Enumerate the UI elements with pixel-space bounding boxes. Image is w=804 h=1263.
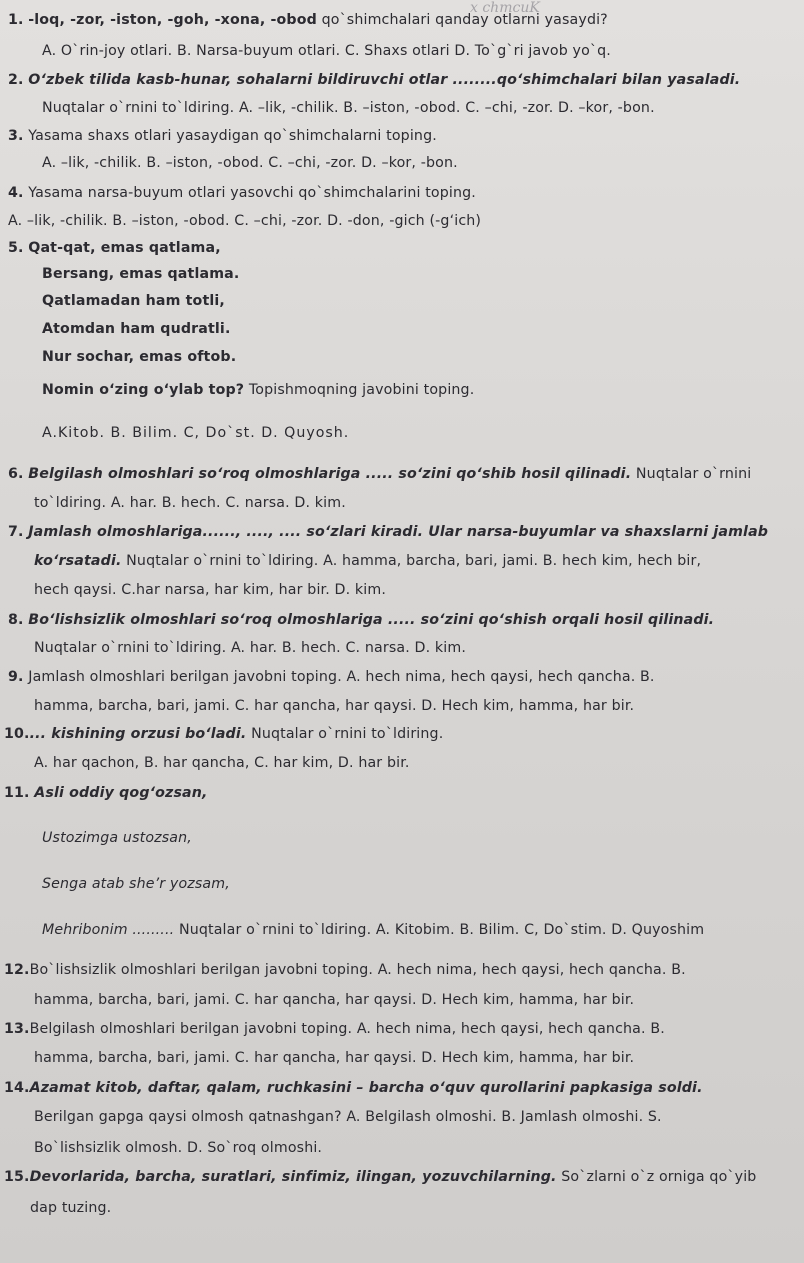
question-text: Belgilash olmoshlari berilgan javobni toping. A. hech nima, hech qaysi, hech qancha. B.: [29, 1021, 665, 1037]
question-3: [8, 128, 437, 144]
question-4-options: A. –lik, -chilik. B. –iston, -obod. C. –chi, -zor. D. -don, -gich (-g‘ich): [8, 213, 482, 229]
question-options: Nuqtalar o`rnini to`ldiring. A. hamma, barcha, bari, jami. B. hech kim, hech bir,: [121, 553, 702, 569]
question-14-line-2: Berilgan gapga qaysi olmosh qatnashgan? A. Belgilash olmoshi. B. Jamlash olmoshi. S.: [34, 1109, 662, 1125]
question-number: 5.: [8, 240, 24, 256]
poem-blank: Mehribonim .........: [42, 922, 175, 938]
poem-line-4: [42, 922, 704, 938]
question-text: O‘zbek tilida kasb-hunar, sohalarni bildiruvchi otlar ........qo‘shimchalari bilan yasaladi.: [28, 72, 741, 88]
riddle-line-5: Nur sochar, emas oftob.: [42, 349, 237, 365]
question-1: [8, 12, 608, 28]
question-text: Azamat kitob, daftar, qalam, ruchkasini – barcha o‘quv qurollarini papkasiga soldi.: [29, 1080, 703, 1096]
question-text: Jamlash olmoshlariga......, ...., .... so‘zlari kiradi. Ular narsa-buyumlar va shaxslarni jamlab: [28, 524, 769, 540]
question-text: qo`shimchalari qanday otlarni yasaydi?: [316, 12, 608, 28]
question-number: 10.: [4, 726, 30, 742]
question-12: [4, 962, 686, 978]
question-5-options: A.Kitob. B. Bilim. C, Do`st. D. Quyosh.: [42, 425, 350, 441]
question-number: 14.: [4, 1080, 30, 1096]
question-4: [8, 185, 476, 201]
question-7: [8, 524, 768, 540]
question-15: [4, 1169, 756, 1185]
question-2: [8, 72, 740, 88]
question-7-line-3: hech qaysi. C.har narsa, har kim, har bir. D. kim.: [34, 582, 387, 598]
question-number: 11.: [4, 785, 30, 801]
riddle-line-2: Bersang, emas qatlama.: [42, 266, 240, 282]
question-number: 12.: [4, 962, 30, 978]
riddle-line-3: Qatlamadan ham totli,: [42, 293, 225, 309]
question-7-line-2: [34, 553, 701, 569]
question-instruction: So`zlarni o`z orniga qo`yib: [556, 1169, 757, 1185]
question-instruction: Nuqtalar o`rnini to`ldiring.: [246, 726, 444, 742]
question-number: 13.: [4, 1021, 30, 1037]
riddle-question: Nomin o‘zing o‘ylab top?: [42, 382, 245, 398]
question-12-line-2: hamma, barcha, bari, jami. C. har qancha, har qaysi. D. Hech kim, hamma, har bir.: [34, 992, 635, 1008]
question-6: [8, 466, 751, 482]
question-text: Yasama shaxs otlari yasaydigan qo`shimchalarni toping.: [28, 128, 437, 144]
question-number: 2.: [8, 72, 24, 88]
question-2-options: Nuqtalar o`rnini to`ldiring. A. –lik, -chilik. B. –iston, -obod. C. –chi, -zor. D. –kor, -bon.: [42, 100, 655, 116]
question-text: Devorlarida, barcha, suratlari, sinfimiz, ilingan, yozuvchilarning.: [29, 1169, 557, 1185]
poem-line-2: Ustozimga ustozsan,: [42, 830, 192, 846]
question-suffixes: -loq, -zor, -iston, -goh, -xona, -obod: [28, 12, 317, 28]
question-number: 9.: [8, 669, 24, 685]
question-1-options: A. O`rin-joy otlari. B. Narsa-buyum otlari. C. Shaxs otlari D. To`g`ri javob yo`q.: [42, 43, 611, 59]
question-text-end: ko‘rsatadi.: [34, 553, 122, 569]
question-instruction: Nuqtalar o`rnini: [631, 466, 752, 482]
question-14-line-3: Bo`lishsizlik olmosh. D. So`roq olmoshi.: [34, 1140, 323, 1156]
question-number: 6.: [8, 466, 24, 482]
question-text: Yasama narsa-buyum otlari yasovchi qo`shimchalarini toping.: [28, 185, 476, 201]
question-number: 1.: [8, 12, 24, 28]
riddle-instruction: Topishmoqning javobini toping.: [244, 382, 475, 398]
question-15-line-2: dap tuzing.: [30, 1200, 112, 1216]
question-text: Belgilash olmoshlari so‘roq olmoshlariga ..... so‘zini qo‘shib hosil qilinadi.: [28, 466, 632, 482]
question-10-options: A. har qachon, B. har qancha, C. har kim, D. har bir.: [34, 755, 410, 771]
question-number: 15.: [4, 1169, 30, 1185]
question-9: [8, 669, 655, 685]
question-number: 7.: [8, 524, 24, 540]
question-10: [4, 726, 443, 742]
poem-line-3: Senga atab she’r yozsam,: [42, 876, 230, 892]
handwritten-scribble: x chmcuK: [470, 0, 540, 16]
riddle-line-1: Qat-qat, emas qatlama,: [28, 240, 221, 256]
question-3-options: A. –lik, -chilik. B. –iston, -obod. C. –chi, -zor. D. –kor, -bon.: [42, 155, 458, 171]
question-text: Bo`lishsizlik olmoshlari berilgan javobni toping. A. hech nima, hech qaysi, hech qancha. B.: [29, 962, 686, 978]
question-text: Bo‘lishsizlik olmoshlari so‘roq olmoshlariga ..... so‘zini qo‘shish orqali hosil qilinadi.: [28, 612, 715, 628]
question-options: Nuqtalar o`rnini to`ldiring. A. Kitobim. B. Bilim. C, Do`stim. D. Quyoshim: [174, 922, 705, 938]
question-9-line-2: hamma, barcha, bari, jami. C. har qancha, har qaysi. D. Hech kim, hamma, har bir.: [34, 698, 635, 714]
question-number: 3.: [8, 128, 24, 144]
riddle-line-4: Atomdan ham qudratli.: [42, 321, 231, 337]
question-8-options: Nuqtalar o`rnini to`ldiring. A. har. B. hech. C. narsa. D. kim.: [34, 640, 467, 656]
question-14: [4, 1080, 703, 1096]
question-text: ... kishining orzusi bo‘ladi.: [29, 726, 247, 742]
question-13-line-2: hamma, barcha, bari, jami. C. har qancha, har qaysi. D. Hech kim, hamma, har bir.: [34, 1050, 635, 1066]
question-text: Jamlash olmoshlari berilgan javobni toping. A. hech nima, hech qaysi, hech qancha. B.: [28, 669, 655, 685]
question-number: 4.: [8, 185, 24, 201]
question-11: [4, 785, 208, 801]
question-number: 8.: [8, 612, 24, 628]
question-8: [8, 612, 714, 628]
question-6-options: to`ldiring. A. har. B. hech. C. narsa. D. kim.: [34, 495, 346, 511]
poem-line-1: Asli oddiy qog‘ozsan,: [34, 785, 208, 801]
riddle-line-6: [42, 382, 474, 398]
question-13: [4, 1021, 665, 1037]
question-5: [8, 240, 221, 256]
